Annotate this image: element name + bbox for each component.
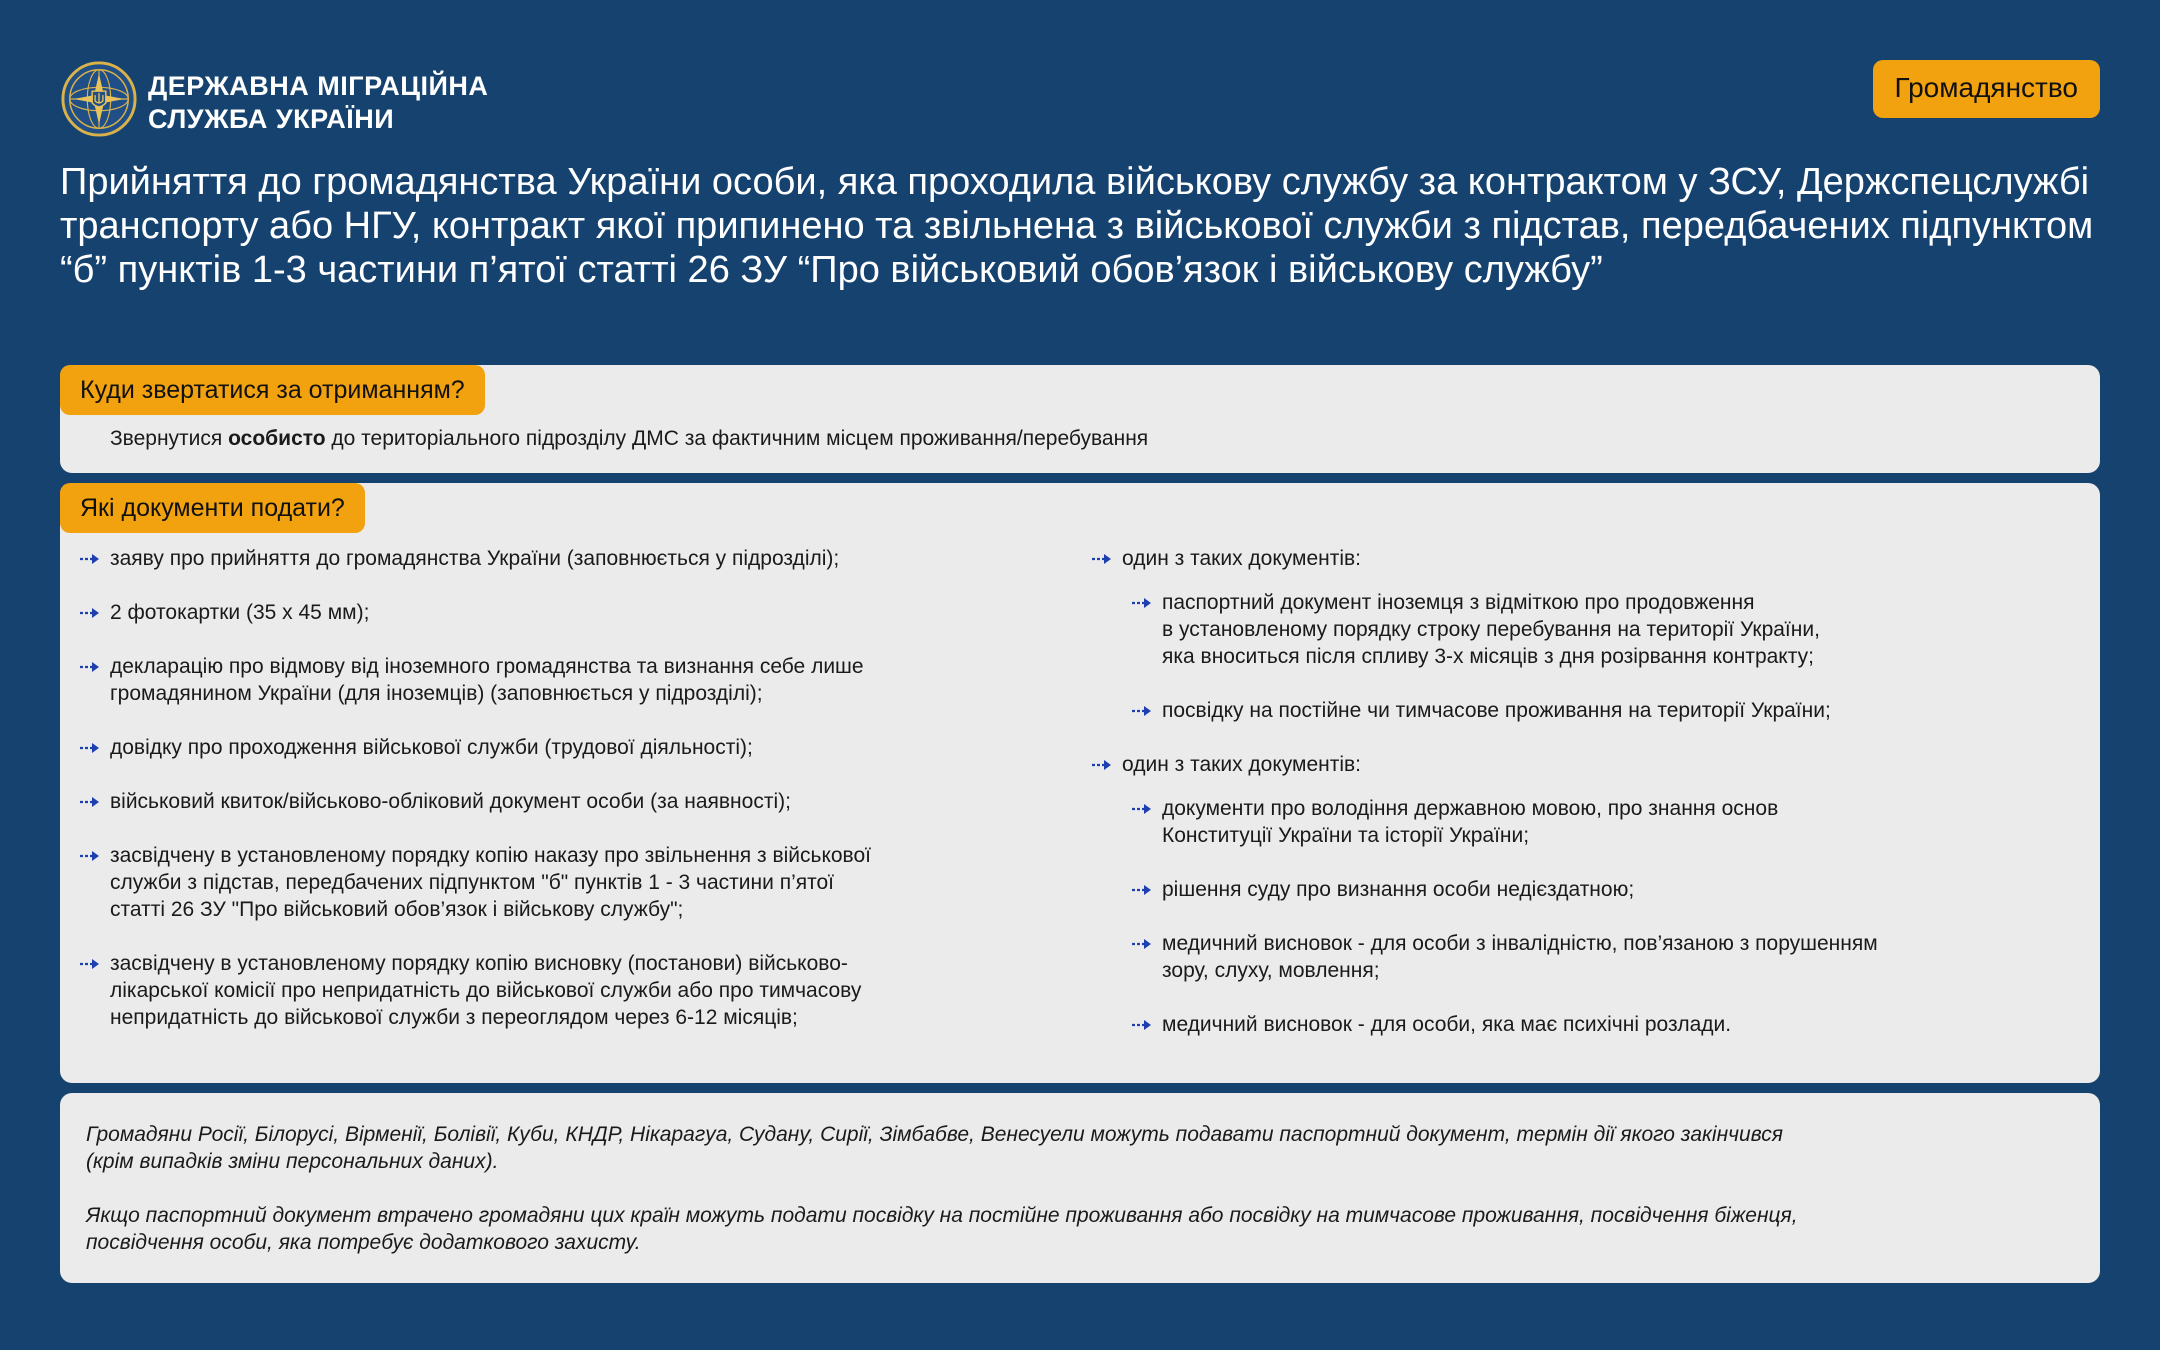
org-name <box>148 70 488 136</box>
item-line: рішення суду про визнання особи недієздатною; <box>1162 878 1635 901</box>
where-card <box>60 365 2100 473</box>
arrow-right-icon <box>1132 697 1154 724</box>
documents-right-column <box>1092 545 2082 1065</box>
item-text <box>1162 930 2082 984</box>
document-sub-item <box>1132 930 2082 984</box>
documents-card <box>60 483 2100 1083</box>
item-line: посвідку на постійне чи тимчасове проживання на території України; <box>1162 699 1831 722</box>
document-item <box>80 842 1070 923</box>
document-item <box>80 734 1070 761</box>
item-line: непридатність до військової служби з переоглядом через 6-12 місяців; <box>110 1006 798 1029</box>
document-sub-item <box>1132 697 2082 724</box>
item-line: громадянином України (для іноземців) (заповнюється у підрозділі); <box>110 682 763 705</box>
arrow-right-icon <box>1132 930 1154 957</box>
document-item <box>80 950 1070 1031</box>
document-sub-item <box>1132 1011 2082 1038</box>
item-line: засвідчену в установленому порядку копію наказу про звільнення з військової <box>110 844 871 867</box>
item-text <box>110 842 1070 923</box>
item-line: медичний висновок - для особи, яка має психічні розлади. <box>1162 1013 1732 1036</box>
item-line: статті 26 ЗУ "Про військовий обов’язок і військову службу"; <box>110 898 684 921</box>
item-text <box>1162 1011 2082 1038</box>
where-heading: Куди звертатися за отриманням? <box>60 365 485 415</box>
category-badge: Громадянство <box>1873 60 2100 118</box>
where-text <box>110 425 1148 453</box>
document-sub-item <box>1132 589 2082 670</box>
arrow-right-icon <box>80 842 102 869</box>
note-card <box>60 1093 2100 1283</box>
arrow-right-icon <box>80 734 102 761</box>
documents-left-column <box>80 545 1070 1058</box>
item-text <box>110 653 1070 707</box>
item-line: заяву про прийняття до громадянства України (заповнюється у підрозділі); <box>110 547 840 570</box>
arrow-right-icon <box>80 788 102 815</box>
document-item <box>80 599 1070 626</box>
document-group-head <box>1092 545 2082 572</box>
item-line: документи про володіння державною мовою, про знання основ <box>1162 797 1779 820</box>
item-line: 2 фотокартки (35 х 45 мм); <box>110 601 370 624</box>
where-text-before: Звернутися <box>110 427 229 450</box>
item-text <box>1162 876 2082 903</box>
page-title: Прийняття до громадянства України особи, яка проходила військову службу за контрактом у ЗСУ, Держспецслужбі транспорту або НГУ, контракт якої припинено та звільнена з військової служби з підстав, передбачених підпунктом “б” пунктів 1-3 частини п’ятої статті 26 ЗУ “Про військовий обов’язок і військову службу” <box>60 161 2094 291</box>
documents-heading: Які документи подати? <box>60 483 365 533</box>
item-text <box>1162 697 2082 724</box>
item-text <box>110 950 1070 1031</box>
note-text <box>86 1121 2086 1283</box>
item-text <box>110 734 1070 761</box>
arrow-right-icon <box>1132 795 1154 822</box>
item-text <box>1162 795 2082 849</box>
note-paragraph-1 <box>86 1121 2086 1175</box>
note-line: Громадяни Росії, Білорусі, Вірменії, Болівії, Куби, КНДР, Нікарагуа, Судану, Сирії, Зімбабве, Венесуели можуть подавати паспортний документ, термін дії якого закінчився <box>86 1123 1783 1146</box>
item-line: зору, слуху, мовлення; <box>1162 959 1380 982</box>
item-line: служби з підстав, передбачених підпунктом "б" пунктів 1 - 3 частини п’ятої <box>110 871 834 894</box>
where-text-bold: особисто <box>228 427 326 450</box>
item-text <box>1162 589 2082 670</box>
arrow-right-icon <box>1132 876 1154 903</box>
item-text <box>110 788 1070 815</box>
item-line: декларацію про відмову від іноземного громадянства та визнання себе лише <box>110 655 864 678</box>
document-sub-item <box>1132 795 2082 849</box>
item-line: Конституції України та історії України; <box>1162 824 1530 847</box>
arrow-right-icon <box>80 950 102 977</box>
note-line: Якщо паспортний документ втрачено громадяни цих країн можуть подати посвідку на постійне проживання або посвідку на тимчасове проживання, посвідчення біженця, <box>86 1204 1798 1227</box>
item-line: військовий квиток/військово-обліковий документ особи (за наявності); <box>110 790 791 813</box>
item-line: в установленому порядку строку перебування на території України, <box>1162 618 1820 641</box>
dms-emblem-icon <box>60 60 138 138</box>
item-line: довідку про проходження військової служби (трудової діяльності); <box>110 736 753 759</box>
item-line: яка вноситься після спливу 3-х місяців з дня розірвання контракту; <box>1162 645 1814 668</box>
org-name-line2: СЛУЖБА УКРАЇНИ <box>148 104 395 134</box>
arrow-right-icon <box>1132 1011 1154 1038</box>
note-line: (крім випадків зміни персональних даних). <box>86 1150 499 1173</box>
item-line: паспортний документ іноземця з відміткою про продовження <box>1162 591 1755 614</box>
item-line: лікарської комісії про непридатність до військової служби або про тимчасову <box>110 979 862 1002</box>
arrow-right-icon <box>1092 751 1114 778</box>
document-group-head-text: один з таких документів: <box>1122 547 1362 570</box>
document-item <box>80 788 1070 815</box>
arrow-right-icon <box>1132 589 1154 616</box>
document-item <box>80 545 1070 572</box>
document-sub-item <box>1132 876 2082 903</box>
document-item <box>80 653 1070 707</box>
arrow-right-icon <box>80 599 102 626</box>
where-text-after: до територіального підрозділу ДМС за фактичним місцем проживання/перебування <box>325 427 1149 450</box>
header <box>60 58 2100 142</box>
document-group-head <box>1092 751 2082 778</box>
org-name-line1: ДЕРЖАВНА МІГРАЦІЙНА <box>148 71 489 101</box>
item-line: медичний висновок - для особи з інвалідністю, пов’язаною з порушенням <box>1162 932 1878 955</box>
document-group-head-text: один з таких документів: <box>1122 753 1362 776</box>
arrow-right-icon <box>80 545 102 572</box>
item-text <box>110 599 1070 626</box>
item-text <box>110 545 1070 572</box>
arrow-right-icon <box>1092 545 1114 572</box>
arrow-right-icon <box>80 653 102 680</box>
note-paragraph-2 <box>86 1202 2086 1256</box>
note-line: посвідчення особи, яка потребує додаткового захисту. <box>86 1231 641 1254</box>
item-line: засвідчену в установленому порядку копію висновку (постанови) військово- <box>110 952 848 975</box>
